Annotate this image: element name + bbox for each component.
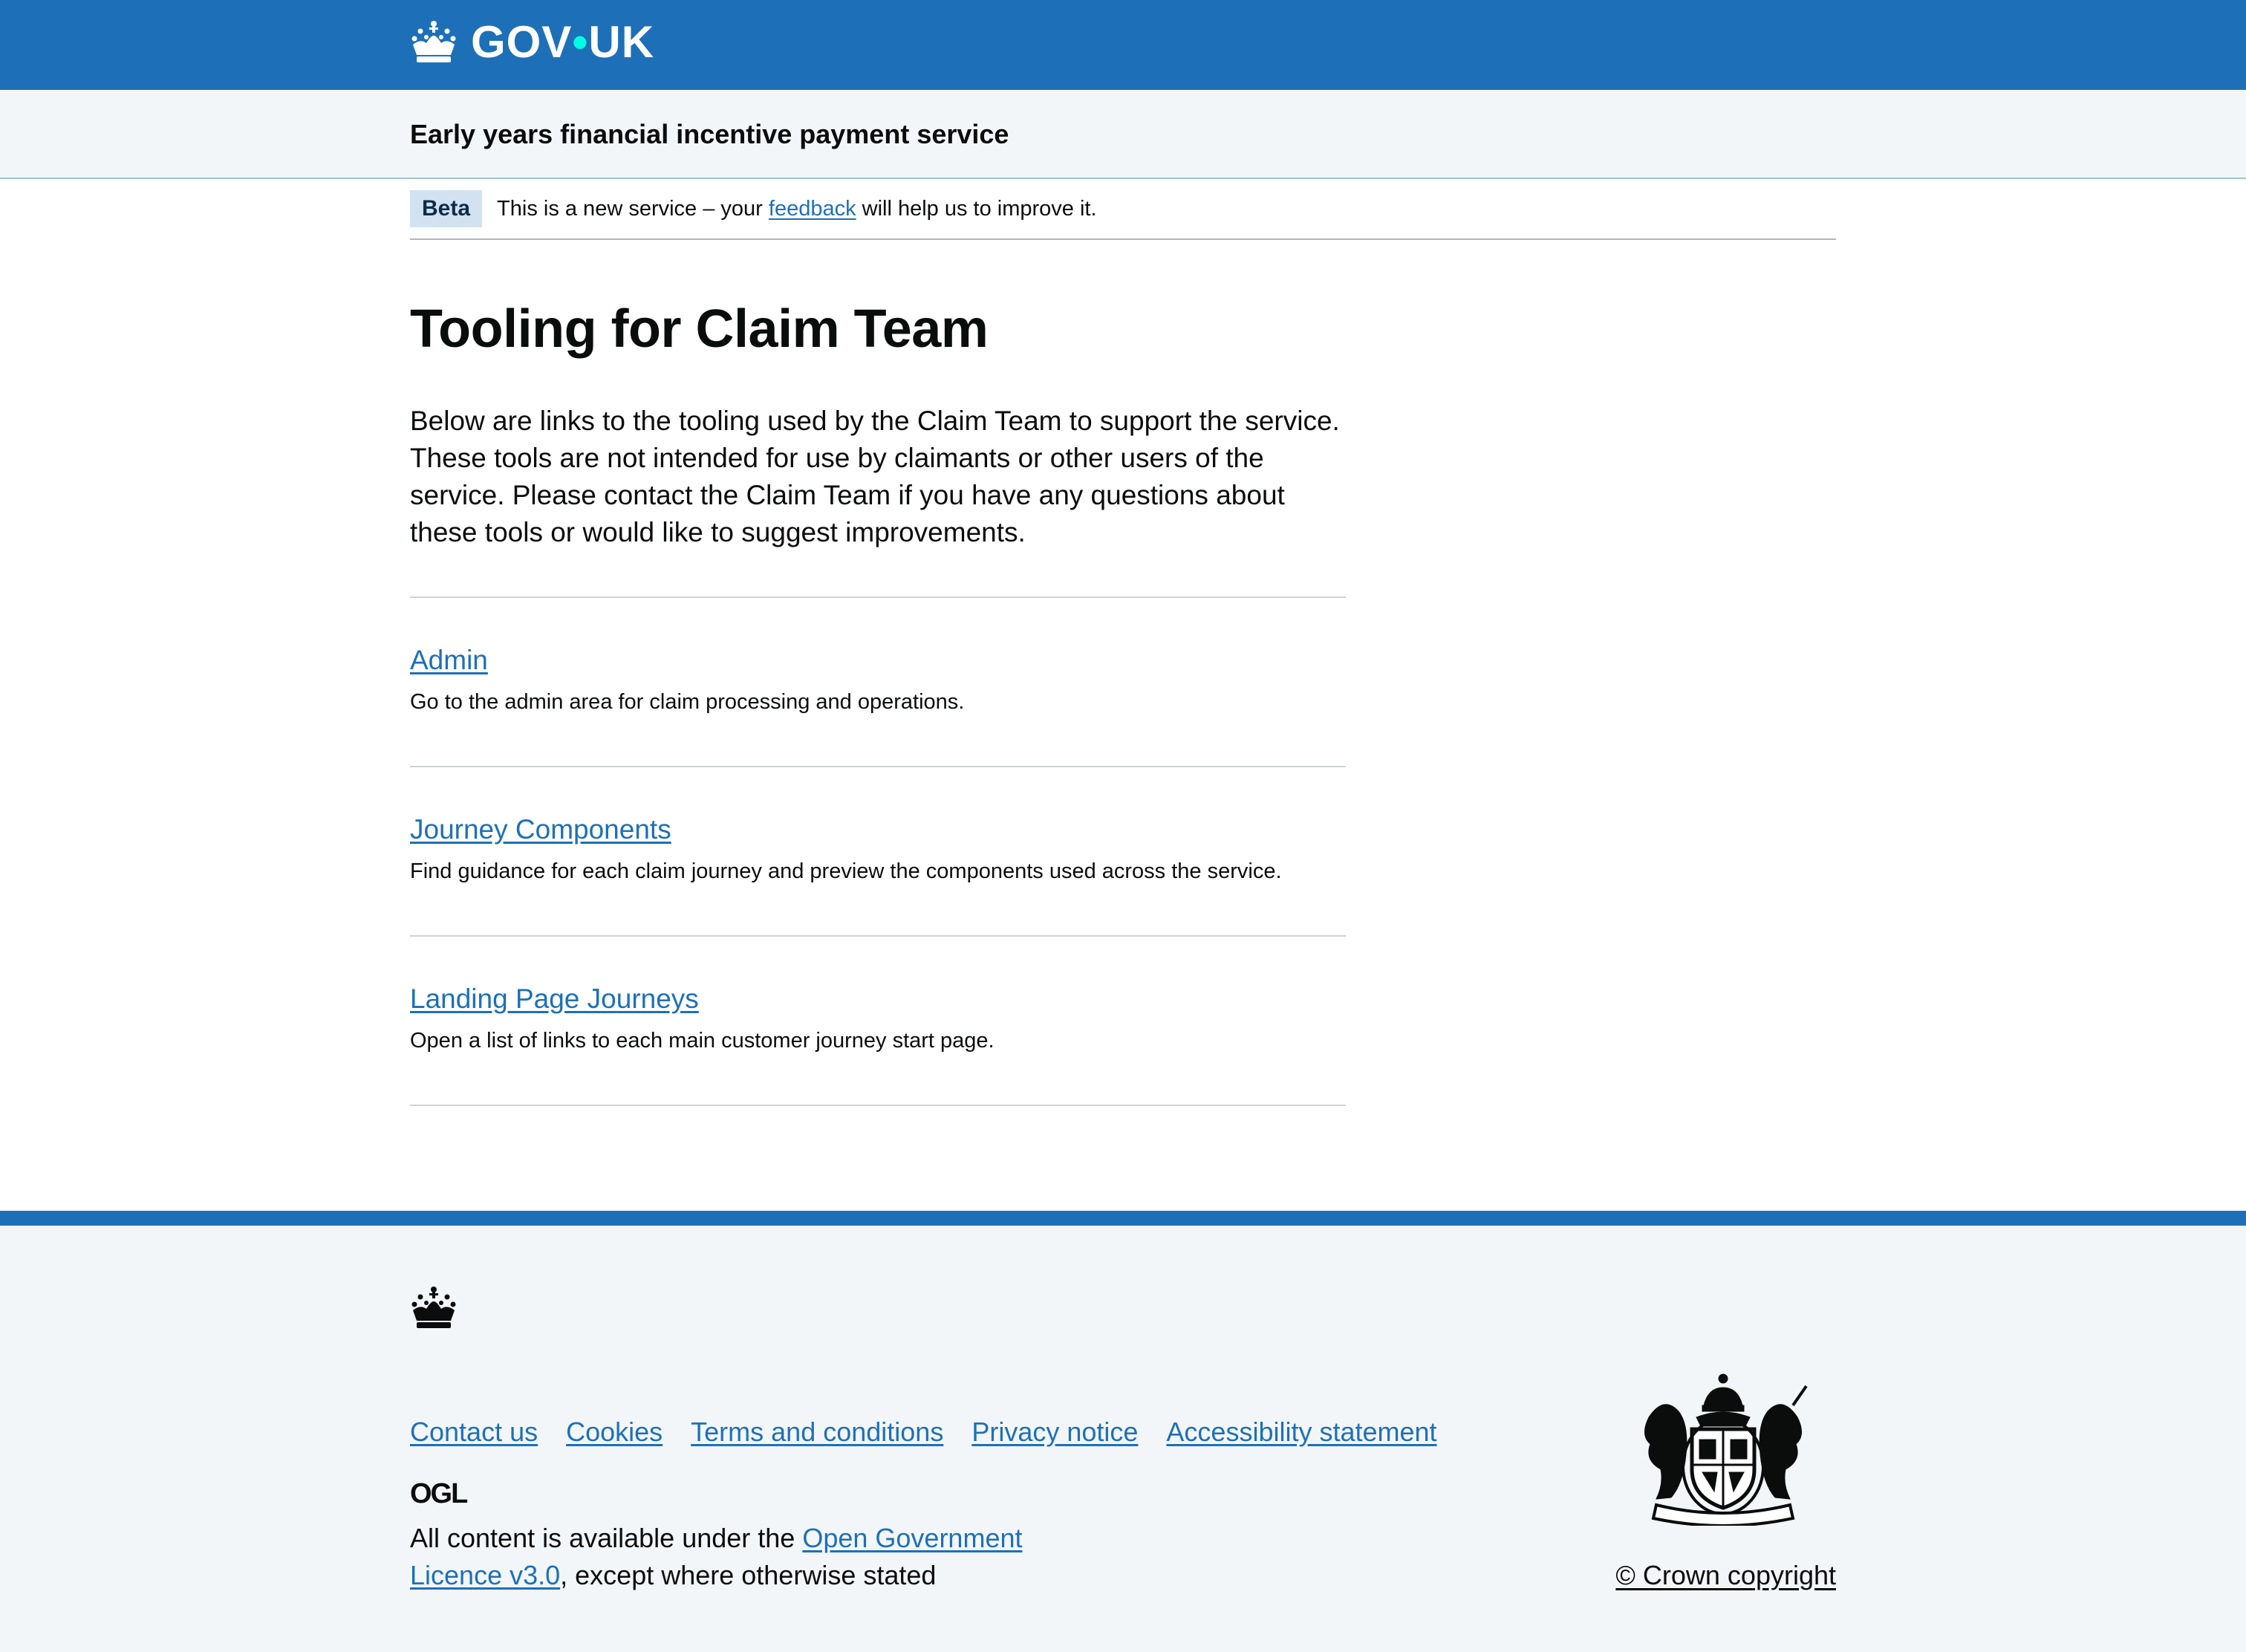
footer-link-terms[interactable]: Terms and conditions bbox=[691, 1417, 944, 1447]
phase-banner bbox=[410, 179, 1836, 240]
journey-components-link[interactable]: Journey Components bbox=[410, 814, 671, 845]
crown-icon bbox=[410, 19, 458, 65]
crown-copyright-link[interactable]: © Crown copyright bbox=[1615, 1560, 1836, 1590]
landing-page-journeys-link[interactable]: Landing Page Journeys bbox=[410, 983, 699, 1014]
phase-banner-text: This is a new service – your feedback will help us to improve it. bbox=[497, 197, 1097, 221]
journey-components-description: Find guidance for each claim journey and preview the components used across the service. bbox=[410, 859, 1282, 883]
page-title: Tooling for Claim Team bbox=[410, 299, 989, 359]
crown-icon bbox=[410, 1285, 458, 1331]
tool-item-admin bbox=[410, 598, 1346, 767]
tool-item-landing-page-journeys bbox=[410, 937, 1346, 1106]
ogl-logo bbox=[410, 1478, 472, 1508]
footer-links bbox=[410, 1416, 1437, 1448]
admin-link[interactable]: Admin bbox=[410, 645, 488, 675]
landing-page-journeys-description: Open a list of links to each main customer journey start page. bbox=[410, 1029, 995, 1053]
phase-tag: Beta bbox=[410, 190, 482, 227]
licence-text: All content is available under the Open Government Licence v3.0, except where otherwise stated bbox=[410, 1523, 1023, 1590]
feedback-link[interactable]: feedback bbox=[768, 197, 856, 221]
footer-link-accessibility[interactable]: Accessibility statement bbox=[1166, 1417, 1437, 1447]
service-name-link[interactable]: Early years financial incentive payment service bbox=[410, 119, 1009, 149]
footer-link-contact[interactable]: Contact us bbox=[410, 1417, 538, 1447]
govuk-logo-text: GOV•UK bbox=[471, 17, 655, 67]
govuk-logo-link[interactable] bbox=[410, 16, 654, 68]
tools-list bbox=[410, 596, 1346, 1106]
royal-coat-of-arms bbox=[1634, 1373, 1812, 1526]
govuk-header bbox=[0, 0, 2246, 90]
admin-description: Go to the admin area for claim processing and operations. bbox=[410, 690, 965, 714]
tool-item-journey-components bbox=[410, 767, 1346, 937]
intro-paragraph: Below are links to the tooling used by the Claim Team to support the service. These tools are not intended for use by claimants or other users of the service. Please contact the Claim Team if you have any questions about these tools or would like to suggest improvements. bbox=[410, 406, 1340, 547]
service-navigation bbox=[0, 90, 2246, 179]
licence-link[interactable]: Open Government Licence v3.0 bbox=[410, 1523, 1023, 1590]
footer bbox=[0, 1211, 2246, 1652]
ogl-logo-text: OGL bbox=[410, 1478, 467, 1508]
footer-link-privacy[interactable]: Privacy notice bbox=[971, 1417, 1139, 1447]
footer-link-cookies[interactable]: Cookies bbox=[566, 1417, 663, 1447]
